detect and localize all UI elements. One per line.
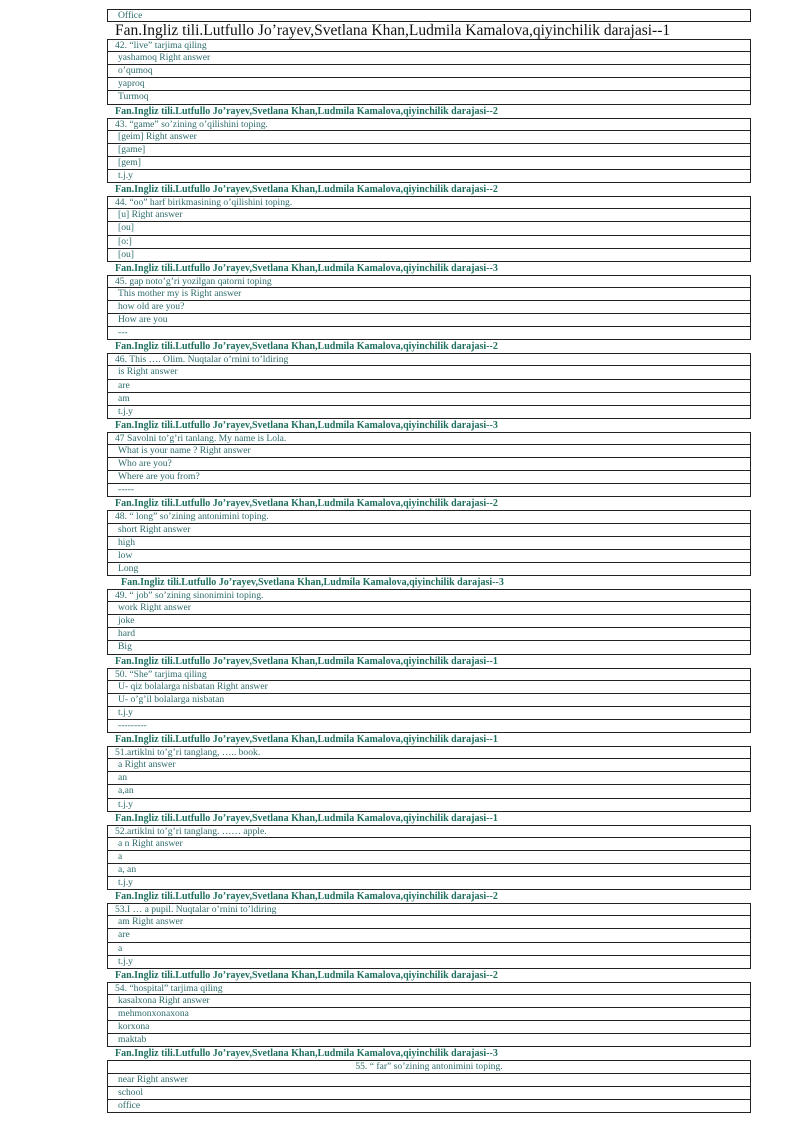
question-block	[107, 1047, 751, 1112]
question-text: 46. This …. Olim. Nuqtalar o’rnini to’ldiring	[107, 353, 751, 366]
answer-option: short Right answer	[107, 524, 751, 537]
answer-option: school	[107, 1087, 751, 1100]
question-block	[107, 419, 751, 498]
question-text: 48. “ long” so’zining antonimini toping.	[107, 510, 751, 523]
answer-option: is Right answer	[107, 366, 751, 379]
answer-option: an	[107, 772, 751, 785]
answer-option: U- o’g’il bolalarga nisbatan	[107, 694, 751, 707]
subject-header: Fan.Ingliz tili.Lutfullo Jo’rayev,Svetlana Khan,Ludmila Kamalova,qiyinchilik darajasi--2	[115, 105, 498, 117]
question-block	[107, 262, 751, 341]
answer-option: What is your name ? Right answer	[107, 445, 751, 458]
top-cell: Office	[107, 9, 751, 22]
answer-option: [ou]	[107, 249, 751, 262]
subject-header: Fan.Ingliz tili.Lutfullo Jo’rayev,Svetlana Khan,Ludmila Kamalova,qiyinchilik darajasi--2	[115, 184, 498, 196]
subject-header: Fan.Ingliz tili.Lutfullo Jo’rayev,Svetlana Khan,Ludmila Kamalova,qiyinchilik darajasi--3	[115, 262, 498, 274]
answer-option: are	[107, 380, 751, 393]
answer-option: Big	[107, 641, 751, 654]
answer-option: near Right answer	[107, 1074, 751, 1087]
answer-option: -----	[107, 484, 751, 497]
answer-option: office	[107, 1100, 751, 1113]
answer-option: low	[107, 550, 751, 563]
answer-option: How are you	[107, 314, 751, 327]
question-block	[107, 105, 751, 184]
subject-header: Fan.Ingliz tili.Lutfullo Jo’rayev,Svetlana Khan,Ludmila Kamalova,qiyinchilik darajasi--1	[115, 22, 671, 40]
answer-option: a	[107, 851, 751, 864]
subject-header: Fan.Ingliz tili.Lutfullo Jo’rayev,Svetlana Khan,Ludmila Kamalova,qiyinchilik darajasi--2	[115, 498, 498, 510]
answer-option: high	[107, 537, 751, 550]
answer-option: ---	[107, 327, 751, 340]
answer-option: a,an	[107, 785, 751, 798]
answer-option: t.j.y	[107, 170, 751, 183]
answer-option: Who are you?	[107, 458, 751, 471]
answer-option: [geim] Right answer	[107, 131, 751, 144]
answer-option: a n Right answer	[107, 838, 751, 851]
subject-header: Fan.Ingliz tili.Lutfullo Jo’rayev,Svetlana Khan,Ludmila Kamalova,qiyinchilik darajasi--2	[115, 891, 498, 903]
answer-option: are	[107, 929, 751, 942]
question-block	[107, 340, 751, 419]
answer-option: yaproq	[107, 78, 751, 91]
answer-option: [u] Right answer	[107, 209, 751, 222]
answer-option: U- qiz bolalarga nisbatan Right answer	[107, 681, 751, 694]
answer-option: joke	[107, 615, 751, 628]
answer-option: how old are you?	[107, 301, 751, 314]
document-sheet	[107, 9, 751, 1113]
answer-option: t.j.y	[107, 406, 751, 419]
answer-option: Long	[107, 563, 751, 576]
answer-option: am	[107, 393, 751, 406]
question-text: 54. “hospital” tarjima qiling	[107, 982, 751, 995]
answer-option: hard	[107, 628, 751, 641]
answer-option: [game]	[107, 144, 751, 157]
answer-option: t.j.y	[107, 877, 751, 890]
answer-option: maktab	[107, 1034, 751, 1047]
answer-option: Turmoq	[107, 91, 751, 104]
question-block	[107, 576, 751, 655]
subject-header: Fan.Ingliz tili.Lutfullo Jo’rayev,Svetlana Khan,Ludmila Kamalova,qiyinchilik darajasi--1	[115, 812, 498, 824]
answer-option: a Right answer	[107, 759, 751, 772]
answer-option: yashamoq Right answer	[107, 52, 751, 65]
answer-option: t.j.y	[107, 956, 751, 969]
subject-header: Fan.Ingliz tili.Lutfullo Jo’rayev,Svetlana Khan,Ludmila Kamalova,qiyinchilik darajasi--2	[115, 341, 498, 353]
subject-header: Fan.Ingliz tili.Lutfullo Jo’rayev,Svetlana Khan,Ludmila Kamalova,qiyinchilik darajasi--1	[115, 655, 498, 667]
answer-option: kasalxona Right answer	[107, 995, 751, 1008]
question-text: 47 Savolni to’g’ri tanlang. My name is Lola.	[107, 432, 751, 445]
question-text: 52.artiklni to’g’ri tanglang. …… apple.	[107, 825, 751, 838]
answer-option: [gem]	[107, 157, 751, 170]
answer-option: korxona	[107, 1021, 751, 1034]
answer-option: This mother my is Right answer	[107, 288, 751, 301]
question-text: 53.I … a pupil. Nuqtalar o’rnini to’ldiring	[107, 903, 751, 916]
answer-option: t.j.y	[107, 799, 751, 812]
question-list	[107, 22, 751, 1113]
answer-option: [ou]	[107, 222, 751, 235]
question-text: 43. “game” so’zining o’qilishini toping.	[107, 118, 751, 131]
subject-header: Fan.Ingliz tili.Lutfullo Jo’rayev,Svetlana Khan,Ludmila Kamalova,qiyinchilik darajasi--2	[115, 969, 498, 981]
question-text: 49. “ job” so’zining sinonimini toping.	[107, 589, 751, 602]
question-block	[107, 22, 751, 104]
answer-option: mehmonxonaxona	[107, 1008, 751, 1021]
answer-option: Where are you from?	[107, 471, 751, 484]
subject-header: Fan.Ingliz tili.Lutfullo Jo’rayev,Svetlana Khan,Ludmila Kamalova,qiyinchilik darajasi--1	[115, 734, 498, 746]
answer-option: t.j.y	[107, 707, 751, 720]
question-block	[107, 812, 751, 891]
question-text: 45. gap noto’g’ri yozilgan qatorni toping	[107, 275, 751, 288]
question-block	[107, 969, 751, 1048]
answer-option: [o:]	[107, 236, 751, 249]
question-text: 44. “oo” harf birikmasining o’qilishini toping.	[107, 196, 751, 209]
subject-header: Fan.Ingliz tili.Lutfullo Jo’rayev,Svetlana Khan,Ludmila Kamalova,qiyinchilik darajasi--3	[121, 576, 504, 588]
answer-option: work Right answer	[107, 602, 751, 615]
answer-option: a	[107, 943, 751, 956]
question-text: 51.artiklni to’g’ri tanglang, ….. book.	[107, 746, 751, 759]
answer-option: o’qumoq	[107, 65, 751, 78]
question-text: 55. “ far” so’zining antonimini toping.	[107, 1060, 751, 1073]
question-block	[107, 733, 751, 812]
answer-option: am Right answer	[107, 916, 751, 929]
question-text: 42. “live” tarjima qiling	[107, 39, 751, 52]
question-block	[107, 890, 751, 969]
subject-header: Fan.Ingliz tili.Lutfullo Jo’rayev,Svetlana Khan,Ludmila Kamalova,qiyinchilik darajasi--3	[115, 419, 498, 431]
answer-option: ---------	[107, 720, 751, 733]
question-block	[107, 655, 751, 734]
subject-header: Fan.Ingliz tili.Lutfullo Jo’rayev,Svetlana Khan,Ludmila Kamalova,qiyinchilik darajasi--3	[115, 1048, 498, 1060]
answer-option: a, an	[107, 864, 751, 877]
question-block	[107, 183, 751, 262]
question-text: 50. “She” tarjima qiling	[107, 668, 751, 681]
question-block	[107, 497, 751, 576]
